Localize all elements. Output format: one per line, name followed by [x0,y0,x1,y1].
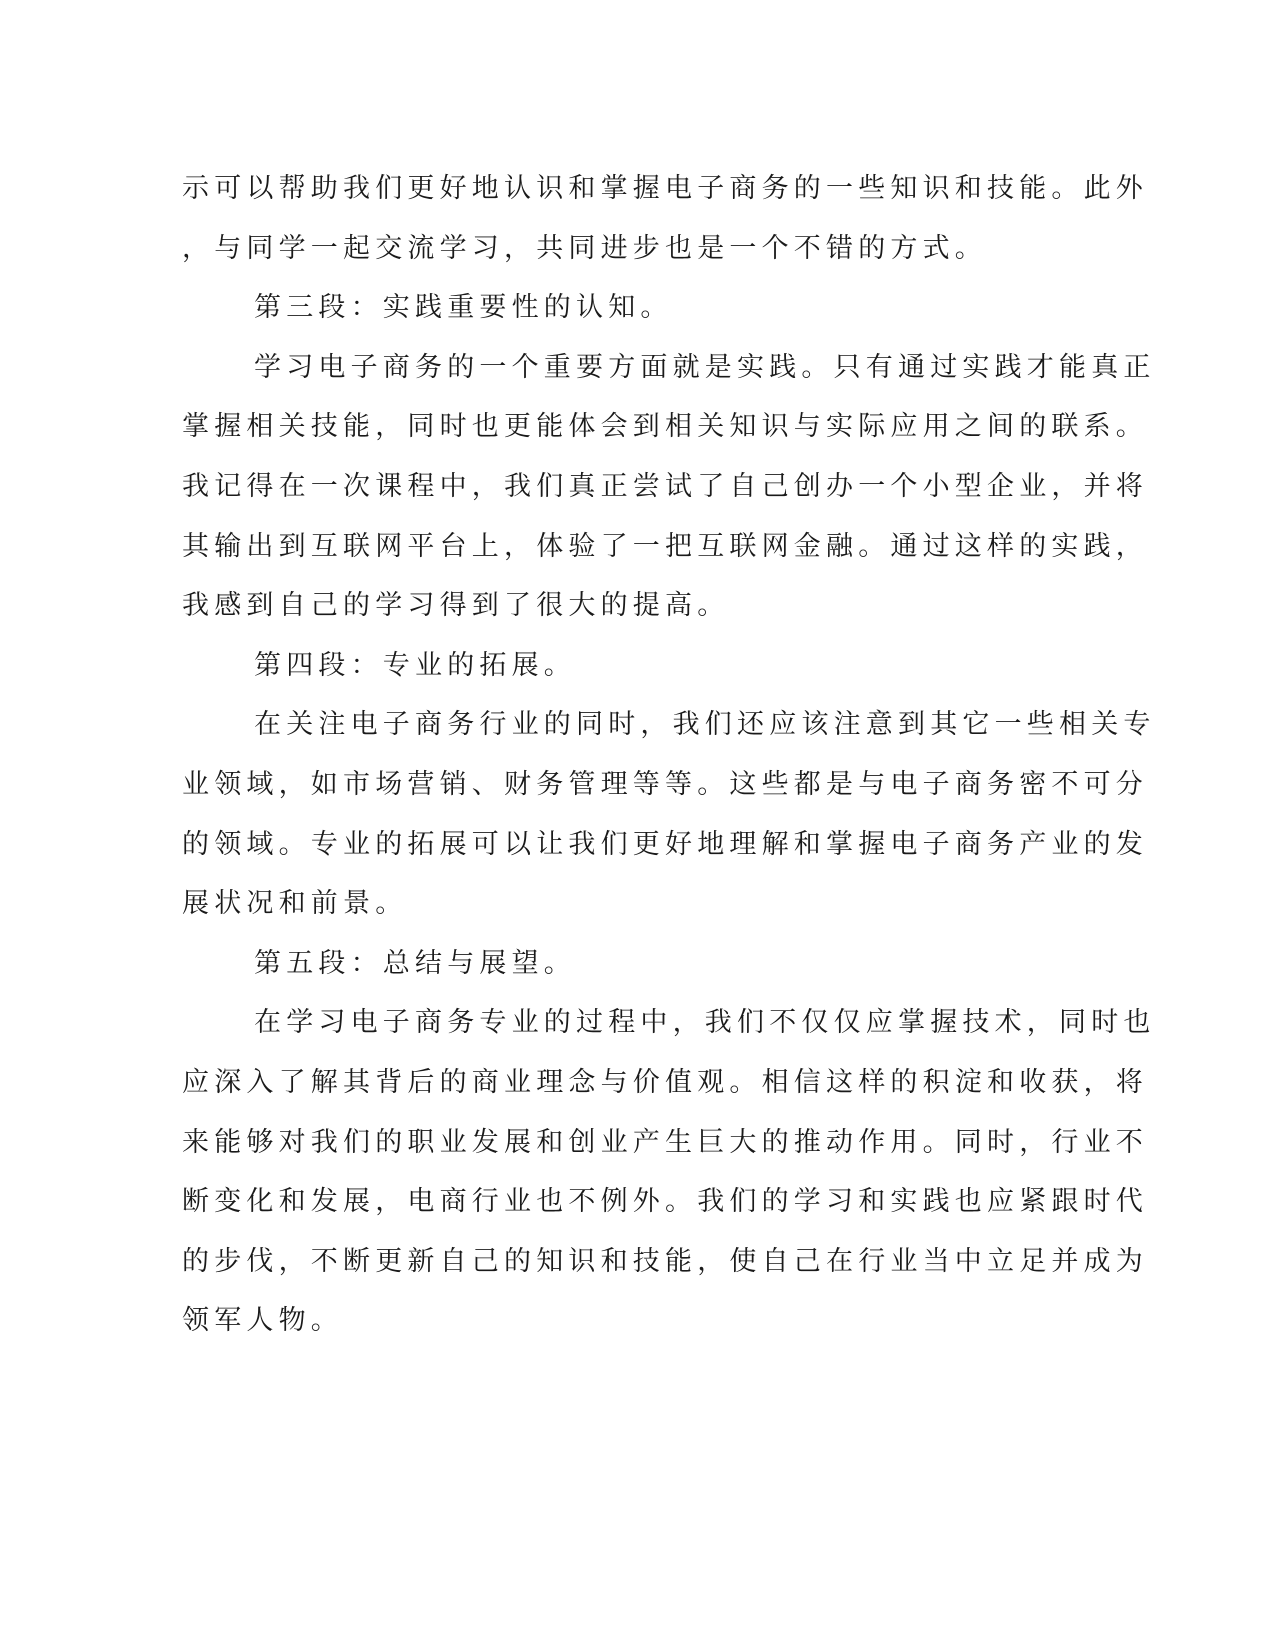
text-line: 的步伐，不断更新自己的知识和技能，使自己在行业当中立足并成为 [182,1245,1148,1277]
text-line: 我记得在一次课程中，我们真正尝试了自己创办一个小型企业，并将 [182,470,1148,502]
text-line: 领军人物。 [182,1305,343,1337]
document-body [182,159,1156,1351]
text-line: 业领域，如市场营销、财务管理等等。这些都是与电子商务密不可分 [182,768,1148,800]
section-heading: 第五段：总结与展望。 [254,947,576,979]
text-line: 展状况和前景。 [182,888,408,920]
section-heading: 第三段：实践重要性的认知。 [254,292,673,324]
text-line: 应深入了解其背后的商业理念与价值观。相信这样的积淀和收获，将 [182,1066,1148,1098]
paragraph-start: 在学习电子商务专业的过程中，我们不仅仅应掌握技术，同时也 [254,1007,1156,1039]
text-line: 来能够对我们的职业发展和创业产生巨大的推动作用。同时，行业不 [182,1126,1148,1158]
text-line: 掌握相关技能，同时也更能体会到相关知识与实际应用之间的联系。 [182,411,1148,443]
text-line: ，与同学一起交流学习，共同进步也是一个不错的方式。 [182,232,987,264]
text-line: 我感到自己的学习得到了很大的提高。 [182,590,730,622]
text-line: 断变化和发展，电商行业也不例外。我们的学习和实践也应紧跟时代 [182,1186,1148,1218]
text-line: 其输出到互联网平台上，体验了一把互联网金融。通过这样的实践， [182,530,1148,562]
text-line: 示可以帮助我们更好地认识和掌握电子商务的一些知识和技能。此外 [182,173,1148,204]
text-line: 的领域。专业的拓展可以让我们更好地理解和掌握电子商务产业的发 [182,828,1148,860]
paragraph-start: 在关注电子商务行业的同时，我们还应该注意到其它一些相关专 [254,709,1156,741]
section-heading: 第四段：专业的拓展。 [254,649,576,681]
paragraph-start: 学习电子商务的一个重要方面就是实践。只有通过实践才能真正 [254,351,1156,383]
